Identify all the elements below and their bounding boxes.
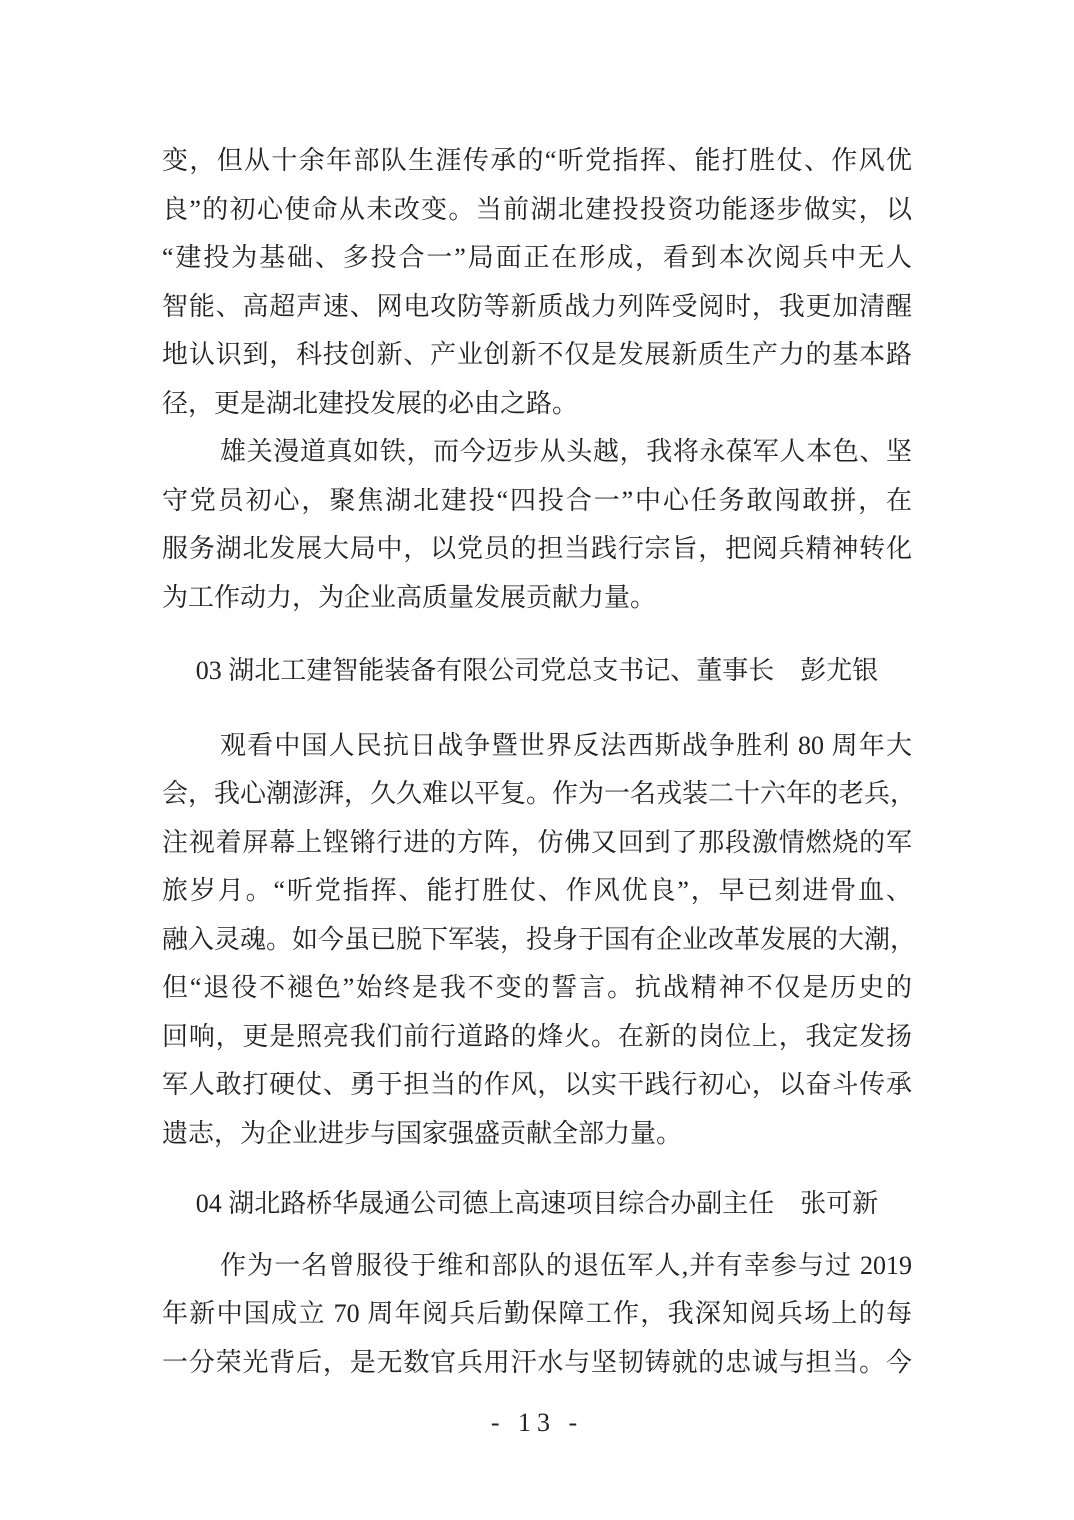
text-line: 回响，更是照亮我们前行道路的烽火。在新的岗位上，我定发扬	[162, 1021, 912, 1051]
text-line: 为工作动力，为企业高质量发展贡献力量。	[162, 582, 657, 612]
text-line: 年新中国成立 70 周年阅兵后勤保障工作，我深知阅兵场上的每	[162, 1299, 912, 1328]
section-heading-04: 04 湖北路桥华晟通公司德上高速项目综合办副主任 张可新	[195, 1189, 879, 1218]
text-line: 守党员初心，聚焦湖北建投“四投合一”中心任务敢闯敢拼，在	[162, 485, 912, 515]
paragraph-3	[162, 722, 917, 1159]
text-line: 但“退役不褪色”始终是我不变的誓言。抗战精神不仅是历史的	[162, 973, 912, 1002]
text-line: “建投为基础、多投合一”局面正在形成，看到本次阅兵中无人	[162, 243, 912, 272]
text-line: 智能、高超声速、网电攻防等新质战力列阵受阅时，我更加清醒	[162, 291, 912, 321]
text-line: 服务湖北发展大局中，以党员的担当践行宗旨，把阅兵精神转化	[162, 534, 912, 563]
document-body	[162, 137, 917, 1387]
text-line: 注视着屏幕上铿锵行进的方阵，仿佛又回到了那段激情燃烧的军	[162, 827, 912, 857]
text-line: 良”的初心使命从未改变。当前湖北建投投资功能逐步做实，以	[162, 194, 912, 224]
text-line: 径，更是湖北建投发展的必由之路。	[162, 388, 579, 418]
text-line: 作为一名曾服役于维和部队的退伍军人,并有幸参与过 2019	[220, 1250, 912, 1280]
text-line: 观看中国人民抗日战争暨世界反法西斯战争胜利 80 周年大	[220, 730, 912, 760]
text-line: 军人敢打硬仗、勇于担当的作风，以实干践行初心，以奋斗传承	[162, 1070, 912, 1099]
text-line: 一分荣光背后，是无数官兵用汗水与坚韧铸就的忠诚与担当。今	[162, 1347, 912, 1377]
section-heading-03: 03 湖北工建智能装备有限公司党总支书记、董事长 彭尤银	[195, 656, 879, 685]
paragraph-4	[162, 1242, 912, 1388]
text-line: 旅岁月。“听党指挥、能打胜仗、作风优良”，早已刻进骨血、	[162, 876, 912, 905]
text-line: 地认识到，科技创新、产业创新不仅是发展新质生产力的基本路	[162, 340, 912, 369]
text-line: 雄关漫道真如铁，而今迈步从头越，我将永葆军人本色、坚	[220, 437, 912, 466]
paragraph-1	[162, 137, 912, 428]
text-line: 变，但从十余年部队生涯传承的“听党指挥、能打胜仗、作风优	[162, 146, 912, 175]
text-line: 遗志，为企业进步与国家强盛贡献全部力量。	[162, 1118, 683, 1148]
text-line: 融入灵魂。如今虽已脱下军装，投身于国有企业改革发展的大潮，	[162, 924, 917, 954]
paragraph-2	[162, 428, 912, 622]
text-line: 会，我心潮澎湃，久久难以平复。作为一名戎装二十六年的老兵，	[162, 779, 917, 808]
page-number: - 13 -	[490, 1408, 584, 1437]
